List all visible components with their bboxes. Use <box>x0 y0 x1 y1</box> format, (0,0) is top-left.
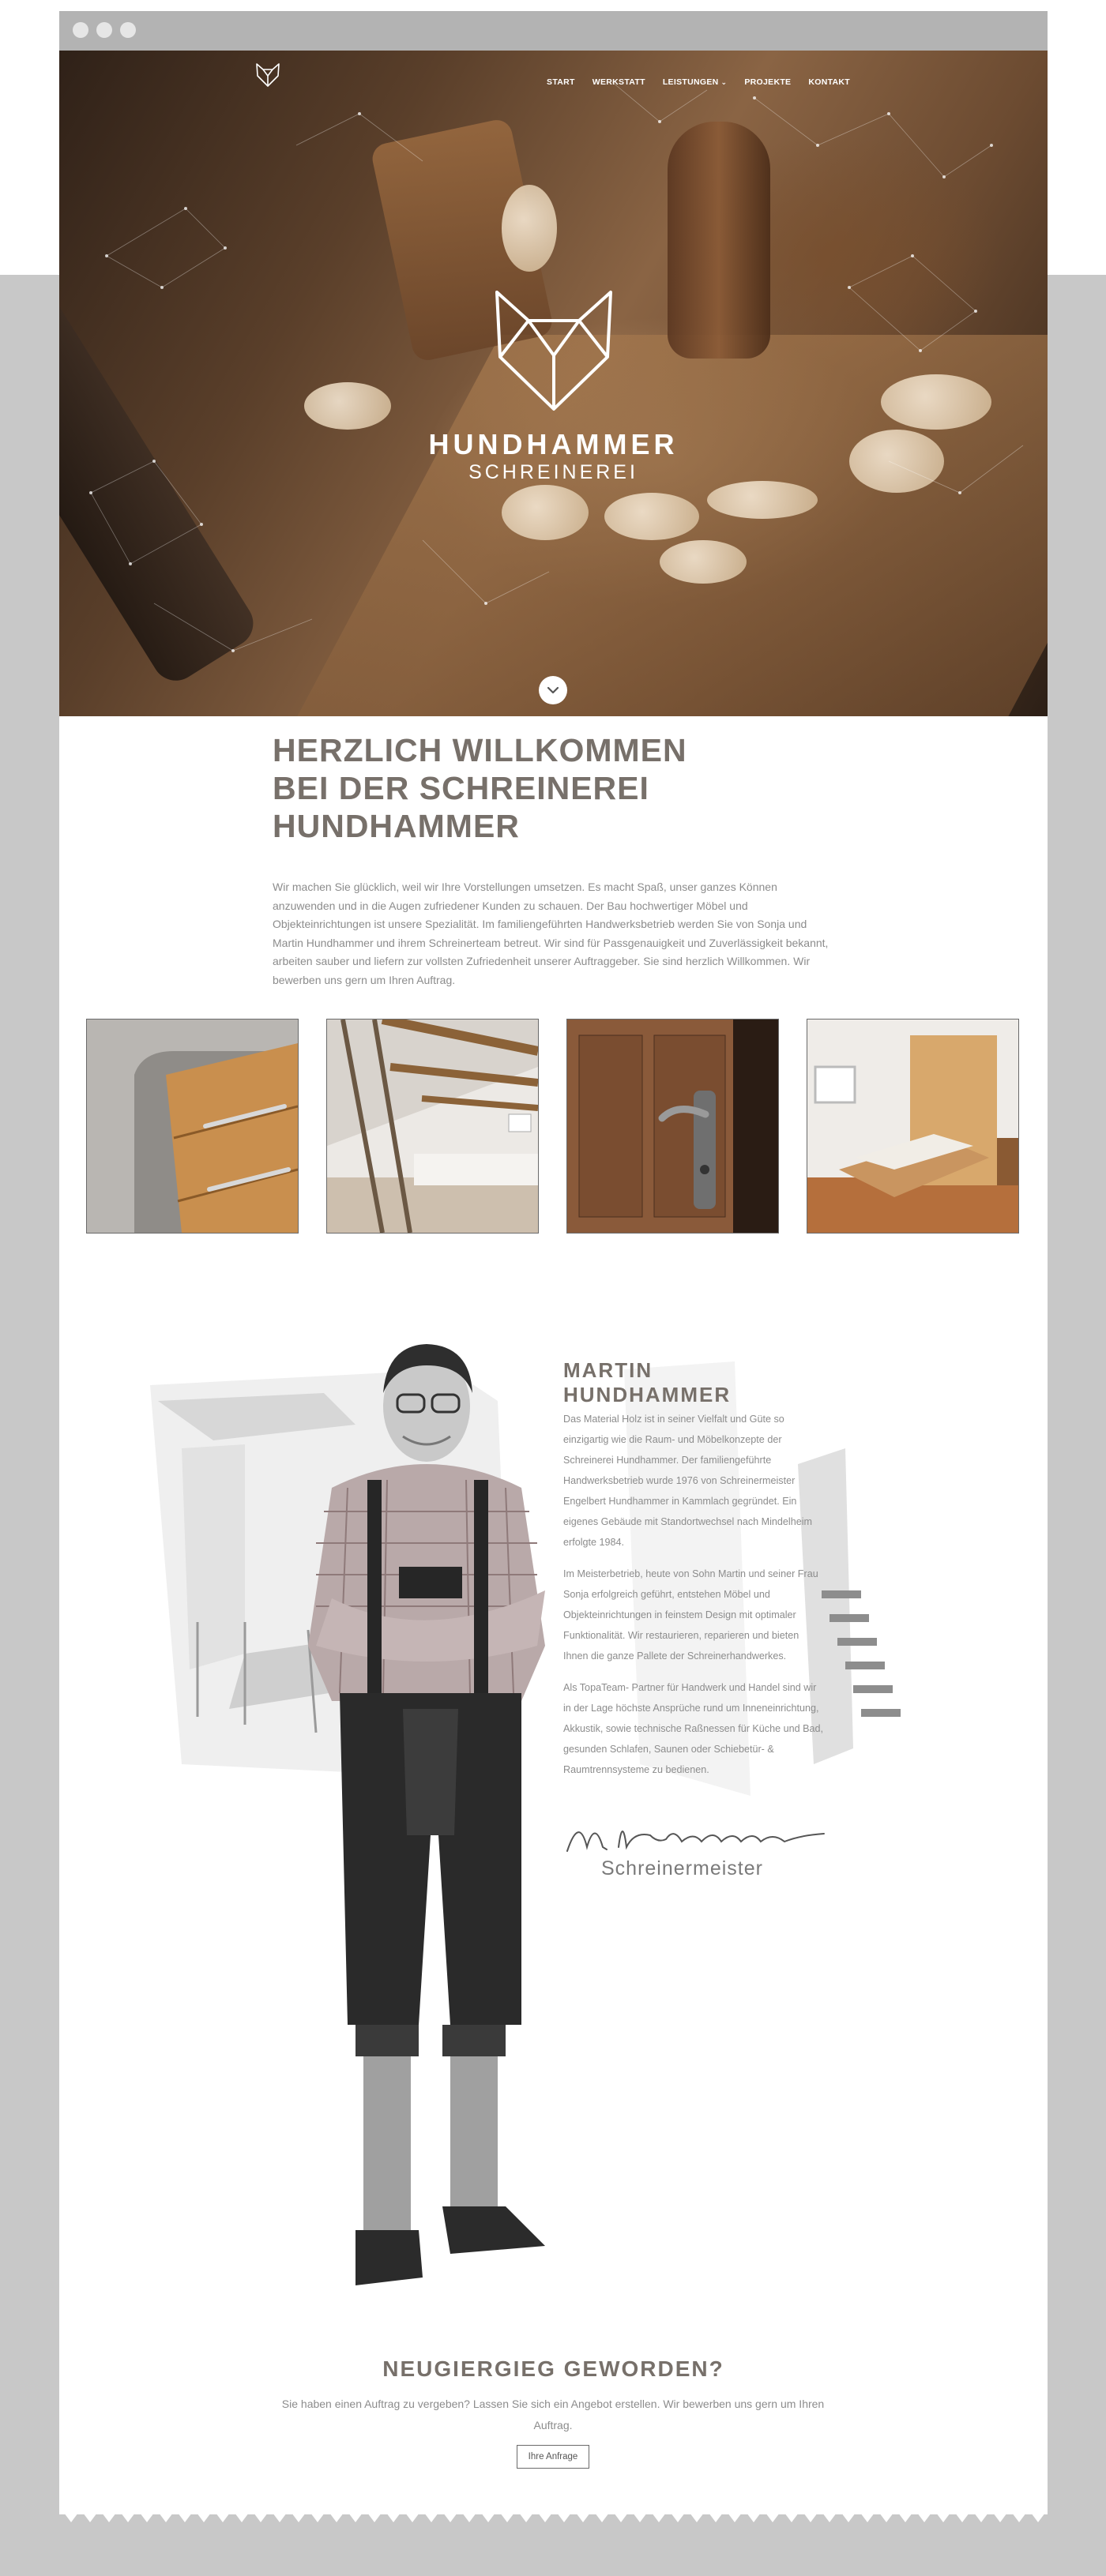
nav-leistungen[interactable] <box>663 77 728 87</box>
window-dot-maximize[interactable] <box>120 22 136 38</box>
gallery-image-attic[interactable] <box>326 1019 539 1234</box>
person-name-line: MARTIN <box>563 1358 653 1382</box>
person-paragraph: Im Meisterbetrieb, heute von Sohn Martin und seiner Frau Sonja erfolgreich geführt, entstehen Möbel und Objekteinrichtungen in feinstem Design mit optimaler Funktionalität. Wir restaurieren, reparieren und bieten Ihnen die ganze Pallete der Schreinerhandwerkes. <box>563 1568 818 1662</box>
welcome-heading <box>273 731 762 845</box>
welcome-text: Wir machen Sie glücklich, weil wir Ihre Vorstellungen umsetzen. Es macht Spaß, unser ganzes Können anzuwenden und in die Augen zufriedener Kunden zu schauen. Der Bau hochwertiger Möbel und Objekteinrichtungen ist unsere Spezialität. Im familiengeführten Handwerksbetrieb werden Sie von Sonja und Martin Hundhammer und ihrem Schreinerteam betreut. Wir sind für Passgenauigkeit und Zuverlässigkeit bekannt, arbeiten sauber und liefern zur vollsten Zufriedenheit unserer Auftraggeber. Sie sind herzlich Willkommen. Wir bewerben uns gern um Ihren Auftrag. <box>273 881 829 986</box>
gallery-image-bedroom[interactable] <box>807 1019 1019 1234</box>
browser-window <box>59 11 1048 2514</box>
welcome-heading-line: BEI DER SCHREINEREI <box>273 770 649 806</box>
cta-heading: NEUGIERGIEG GEWORDEN? <box>382 2356 724 2381</box>
hero-brand-subtitle: SCHREINEREI <box>468 461 638 483</box>
gallery-photo-drawer <box>87 1020 298 1233</box>
inquiry-button[interactable]: Ihre Anfrage <box>517 2445 589 2469</box>
welcome-heading-line: HUNDHAMMER <box>273 808 520 844</box>
gallery-image-drawer[interactable] <box>86 1019 299 1234</box>
nav-leistungen-label: LEISTUNGEN <box>662 77 719 87</box>
hero-brand-title: HUNDHAMMER <box>428 428 679 460</box>
person-biography <box>563 1409 824 1791</box>
nav-start[interactable]: START <box>547 77 575 87</box>
cta-text: Sie haben einen Auftrag zu vergeben? Lassen Sie sich ein Angebot erstellen. Wir bewerben uns gern um Ihren Auftrag. <box>281 2398 825 2431</box>
fox-emblem-icon <box>492 287 615 414</box>
hero-section <box>59 51 1048 716</box>
nav-kontakt[interactable]: KONTAKT <box>808 77 850 87</box>
gallery-photo-attic <box>327 1020 538 1233</box>
chevron-down-icon: ⌄ <box>720 78 728 86</box>
browser-chrome <box>59 11 1048 51</box>
person-paragraph: Als TopaTeam- Partner für Handwerk und Handel sind wir in der Lage höchste Ansprüche rund um Inneneinrichtung, Akkustik, sowie technische Raßnessen für Küche und Bad, gesunden Schlafen, Saunen oder Schiebetür- & Raumtrennsysteme zu bedienen. <box>563 1682 824 1775</box>
person-paragraph: Das Material Holz ist in seiner Vielfalt und Güte so einzigartig wie die Raum- und Möbelkonzepte der Schreinerei Hundhammer. Der familiengeführte Handwerksbetrieb wurde 1976 von Schreinermeister Engelbert Hundhammer in Kammlach gegründet. Ein eigenes Gebäude mit Standortwechsel nach Mindelheim erfolgte 1984. <box>563 1414 813 1548</box>
welcome-heading-line: HERZLICH WILLKOMMEN <box>273 732 687 768</box>
gallery-photo-door <box>567 1020 778 1233</box>
window-dot-minimize[interactable] <box>96 22 112 38</box>
fox-logo-icon[interactable] <box>254 62 281 88</box>
window-dot-close[interactable] <box>73 22 88 38</box>
gallery-image-door[interactable] <box>566 1019 779 1234</box>
person-name-line: HUNDHAMMER <box>563 1383 732 1406</box>
nav-werkstatt[interactable]: WERKSTATT <box>592 77 645 87</box>
gallery-photo-bedroom <box>807 1020 1018 1233</box>
signature-title: Schreinermeister <box>601 1857 763 1879</box>
chevron-down-icon <box>539 676 567 704</box>
main-navigation <box>547 77 850 87</box>
page-bottom-zigzag <box>59 2505 1048 2524</box>
person-name <box>563 1358 848 1407</box>
nav-projekte[interactable]: PROJEKTE <box>744 77 792 87</box>
scroll-down-button[interactable] <box>539 676 567 704</box>
person-photo <box>284 1330 569 2309</box>
